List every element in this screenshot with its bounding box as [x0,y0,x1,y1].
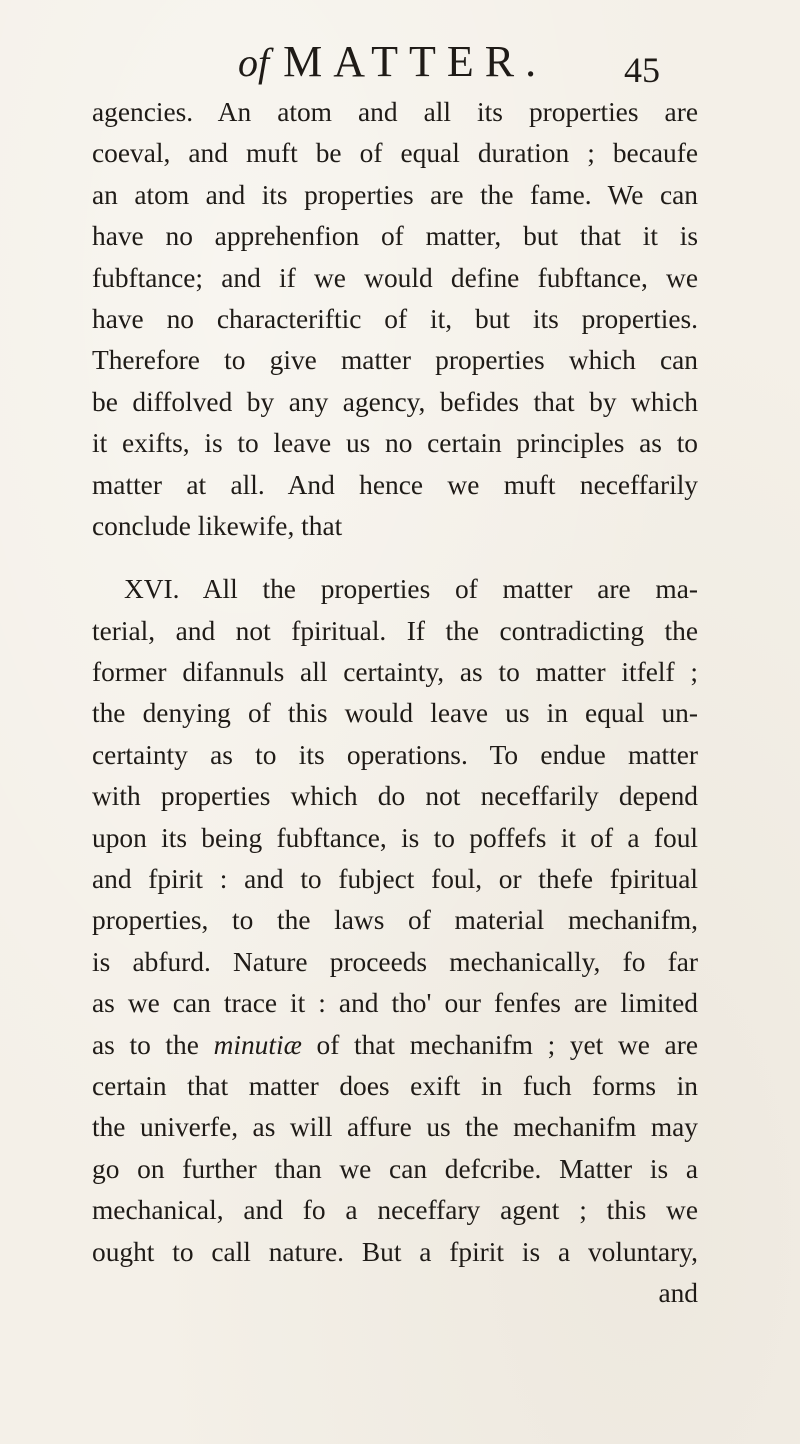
text-line: as we can trace it : and tho' our fenfes are limited [92,988,698,1019]
text-line: go on further than we can defcribe. Matter is a [92,1153,698,1184]
text-line: an atom and its properties are the fame. We can [92,179,698,210]
text-line: and fpirit : and to fubject foul, or thefe fpiritual [92,864,698,895]
body-text [92,92,698,1314]
text-line: Therefore to give matter properties which can [92,345,698,376]
running-head [238,37,548,86]
text-line: agencies. An atom and all its properties are [92,97,698,127]
text-line: have no apprehenfion of matter, but that it is [92,221,698,252]
catchword: and [658,1277,698,1308]
text-line-with-italic: as to the minutiæ of that mechanifm ; yet we are [92,1029,698,1060]
text-line: be diffolved by any agency, befides that by which [92,386,698,417]
text-line: have no characteriftic of it, but its properties. [92,303,698,334]
text-line: it exifts, is to leave us no certain principles as to [92,428,698,459]
text-line: conclude likewife, that [92,510,343,541]
text-line: fubftance; and if we would define fubftance, we [92,262,698,293]
text-line: former difannuls all certainty, as to matter itfelf ; [92,657,698,688]
text-line: the univerfe, as will affure us the mechanifm may [92,1112,698,1143]
text-line: matter at all. And hence we muft neceffarily [92,469,698,500]
page-number: 45 [624,50,660,90]
text-line: properties, to the laws of material mechanifm, [92,905,698,936]
text-line: the denying of this would leave us in equal un- [92,698,698,729]
italic-term: minutiæ [213,1029,302,1060]
text-line: certain that matter does exift in fuch forms in [92,1070,698,1101]
text-line: coeval, and muft be of equal duration ; becaufe [92,138,698,169]
text-line: certainty as to its operations. To endue matter [92,739,698,770]
text-line: upon its being fubftance, is to poffefs it of a foul [92,822,698,853]
text-line: ought to call nature. But a fpirit is a voluntary, [92,1236,698,1267]
running-head-title: MATTER. [283,37,548,86]
running-head-prefix: of [238,40,270,85]
text-line: with properties which do not neceffarily depend [92,781,698,812]
text-line: terial, and not fpiritual. If the contradicting the [92,615,698,646]
text-line: mechanical, and fo a neceffary agent ; this we [92,1195,698,1226]
text-line: is abfurd. Nature proceeds mechanically, fo far [92,946,698,977]
section-heading-line: XVI. All the properties of matter are ma- [124,574,698,605]
